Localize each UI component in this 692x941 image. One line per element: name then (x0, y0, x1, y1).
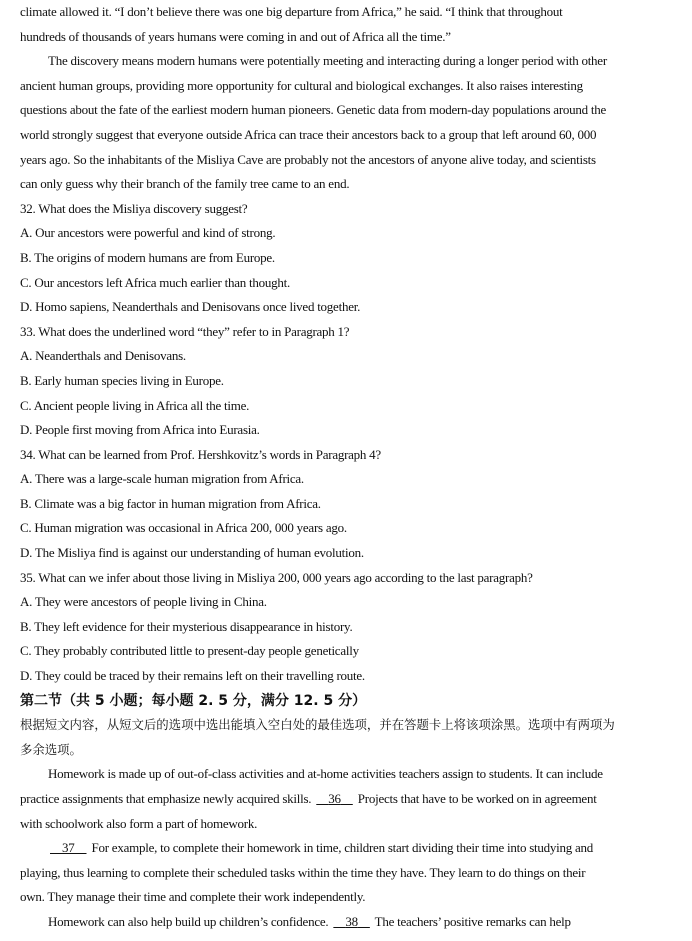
passage-line: climate allowed it. “I don’t believe there was one big departure from Africa,” he said. “I think that throughout (20, 4, 563, 19)
paragraph-line: ancient human groups, providing more opportunity for cultural and biological exchanges. It also raises interesting (20, 77, 583, 93)
question-stem: 33. What does the underlined word “they” refer to in Paragraph 1? (20, 323, 350, 339)
option-b: B. Early human species living in Europe. (20, 372, 224, 388)
option-a: A. There was a large-scale human migration from Africa. (20, 471, 304, 487)
option-d: D. Homo sapiens, Neanderthals and Denisovans once lived together. (20, 299, 361, 315)
cloze-text: For example, to complete their homework in time, children start dividing their time into studying and (91, 840, 594, 856)
cloze-text: Projects that have to be worked on in agreement (357, 791, 597, 806)
option-a: A. Our ancestors were powerful and kind of strong. (20, 225, 276, 241)
section-instruction: 根据短文内容，从短文后的选项中选出能填入空白处的最佳选项，并在答题卡上将该项涂黑。选项中有两项为 (20, 717, 615, 733)
question-stem: 32. What does the Misliya discovery suggest? (20, 200, 248, 216)
option-c: C. Ancient people living in Africa all the time. (20, 397, 250, 413)
blank-37: 37 (62, 840, 75, 856)
cloze-line: playing, thus learning to complete their scheduled tasks within the time they have. They learn to do things on their (20, 864, 586, 880)
question-stem: 35. What can we infer about those living in Misliya 200, 000 years ago according to the last paragraph? (20, 569, 533, 585)
cloze-line: own. They manage their time and complete their work independently. (20, 889, 366, 905)
question-35 (20, 566, 684, 689)
option-d: D. The Misliya find is against our understanding of human evolution. (20, 545, 364, 561)
section-instruction: 多余选项。 (20, 741, 82, 757)
option-b: B. Climate was a big factor in human migration from Africa. (20, 495, 321, 511)
blank-36: 36 (328, 791, 341, 806)
paragraph-line: questions about the fate of the earliest modern human pioneers. Genetic data from modern-day populations around the (20, 102, 607, 118)
cloze-line: with schoolwork also form a part of homework. (20, 815, 258, 831)
question-33 (20, 320, 684, 443)
section-heading: 第二节（共 5 小题；每小题 2. 5 分，满分 12. 5 分） (20, 692, 367, 709)
option-c: C. Our ancestors left Africa much earlier than thought. (20, 274, 290, 290)
option-d: D. People first moving from Africa into Eurasia. (20, 422, 260, 438)
option-b: B. The origins of modern humans are from Europe. (20, 249, 275, 265)
question-stem: 34. What can be learned from Prof. Hershkovitz’s words in Paragraph 4? (20, 446, 381, 462)
passage-line: hundreds of thousands of years humans were coming in and out of Africa all the time.” (20, 28, 451, 44)
option-b: B. They left evidence for their mysterious disappearance in history. (20, 618, 353, 634)
option-c: C. They probably contributed little to present-day people genetically (20, 643, 359, 659)
paragraph-line: The discovery means modern humans were potentially meeting and interacting during a longer period with other (48, 53, 607, 69)
cloze-line (20, 836, 684, 861)
option-d: D. They could be traced by their remains left on their travelling route. (20, 668, 365, 684)
cloze-text: Homework can also help build up children’s confidence. (48, 913, 329, 929)
cloze-line: Homework is made up of out-of-class activities and at-home activities teachers assign to students. It can include (48, 766, 603, 782)
question-32 (20, 197, 684, 320)
paragraph-line: years ago. So the inhabitants of the Misliya Cave are probably not the ancestors of anyone alive today, and scientists (20, 151, 596, 167)
exam-page (20, 0, 684, 935)
option-c: C. Human migration was occasional in Africa 200, 000 years ago. (20, 520, 347, 536)
cloze-text: practice assignments that emphasize newly acquired skills. (20, 791, 312, 806)
paragraph-line: can only guess why their branch of the family tree came to an end. (20, 176, 350, 192)
cloze-line (20, 910, 684, 935)
paragraph-line: world strongly suggest that everyone outside Africa can trace their ancestors back to a group that left around 60, 000 (20, 126, 597, 142)
cloze-text: The teachers’ positive remarks can help (374, 913, 571, 929)
option-a: A. Neanderthals and Denisovans. (20, 348, 186, 364)
option-a: A. They were ancestors of people living in China. (20, 594, 267, 610)
blank-38: 38 (345, 913, 358, 929)
cloze-line (20, 787, 684, 812)
question-34 (20, 443, 684, 566)
